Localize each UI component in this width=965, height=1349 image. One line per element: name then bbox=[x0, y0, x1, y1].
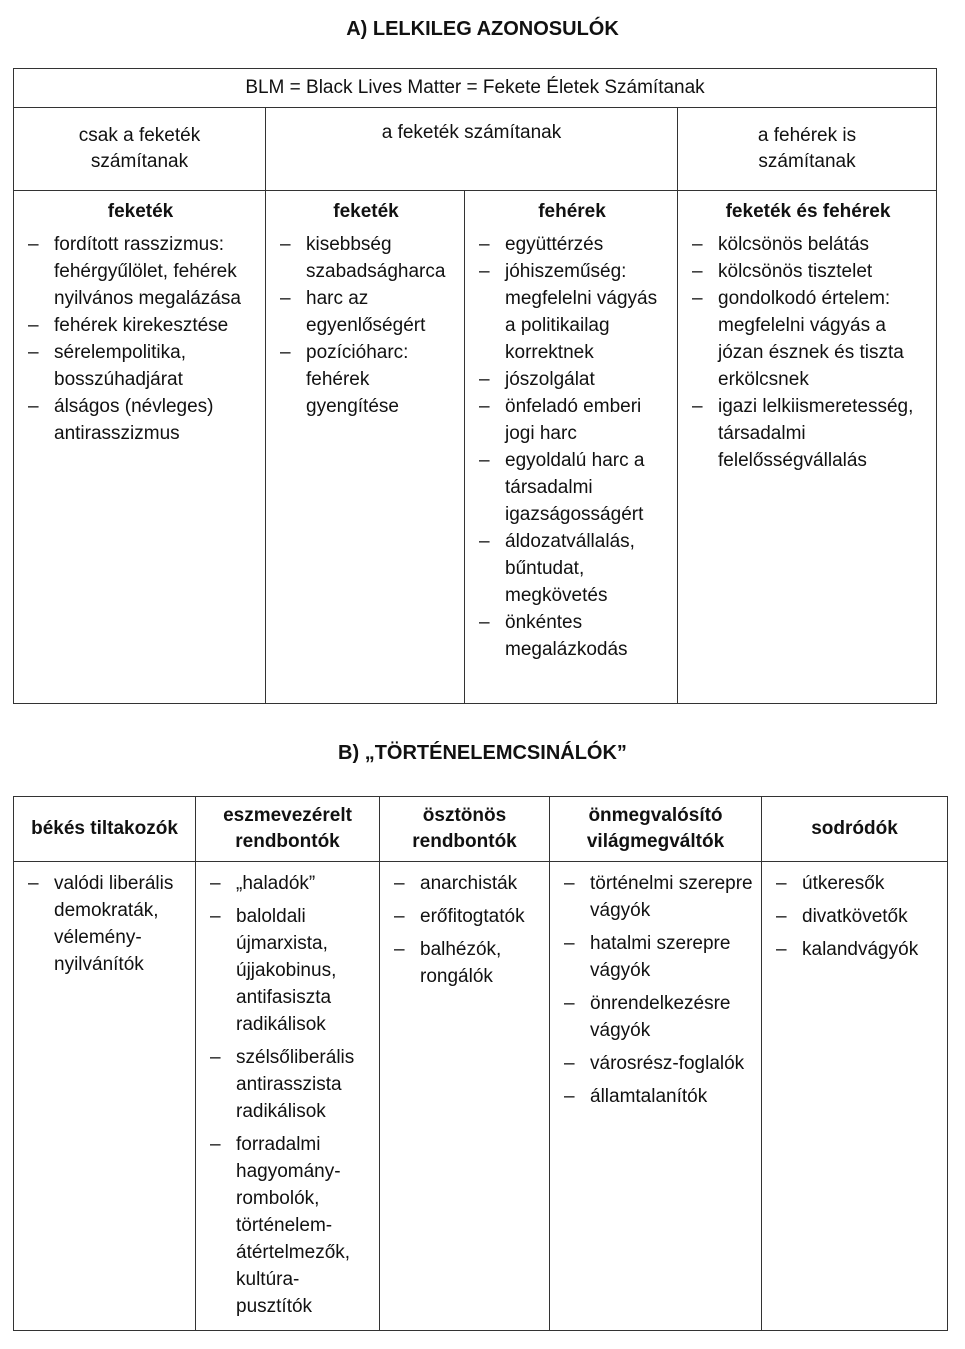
column-heading: fehérek bbox=[538, 201, 606, 222]
column-b-2-heading: ösztönös rendbontók bbox=[380, 797, 550, 862]
column-b-0 bbox=[14, 862, 196, 1331]
column-b-2 bbox=[380, 862, 550, 1331]
item-list bbox=[390, 870, 541, 990]
list-item: ‒ együttérzés bbox=[475, 231, 669, 258]
column-b-1 bbox=[196, 862, 380, 1331]
list-item: ‒ önfeladó emberi jogi harc bbox=[475, 393, 669, 447]
list-item: ‒ önkéntes megalázkodás bbox=[475, 609, 669, 663]
column-a-0 bbox=[14, 191, 266, 704]
list-item: ‒ baloldali újmarxista, újjakobinus, antifasiszta radikálisok bbox=[206, 903, 371, 1038]
item-list bbox=[560, 870, 753, 1110]
list-item: ‒ sérelempolitika, bosszúhadjárat bbox=[24, 339, 257, 393]
list-item: ‒ igazi lelkiismeretesség, társadalmi felelősségvállalás bbox=[688, 393, 928, 474]
item-list bbox=[206, 870, 371, 1320]
item-list bbox=[24, 231, 257, 447]
list-item: ‒ forradalmi hagyomány-rombolók, történelem-átértelmezők, kultúra-pusztítók bbox=[206, 1131, 371, 1320]
list-item: ‒ kisebbség szabadságharca bbox=[276, 231, 456, 285]
list-item: ‒ valódi liberális demokraták, vélemény-nyilvánítók bbox=[24, 870, 187, 978]
list-item: ‒ kölcsönös tisztelet bbox=[688, 258, 928, 285]
column-b-4 bbox=[762, 862, 948, 1331]
list-item: ‒ „haladók” bbox=[206, 870, 371, 897]
column-heading: feketék bbox=[107, 201, 174, 222]
item-list bbox=[772, 870, 939, 963]
column-b-4-heading: sodródók bbox=[762, 797, 948, 862]
list-item: ‒ jószolgálat bbox=[475, 366, 669, 393]
column-a-1 bbox=[266, 191, 465, 704]
list-item: ‒ szélsőliberális antirasszista radikálisok bbox=[206, 1044, 371, 1125]
list-item: ‒ divatkövetők bbox=[772, 903, 939, 930]
list-item: ‒ balhézók, rongálók bbox=[390, 936, 541, 990]
list-item: ‒ fordított rasszizmus: fehérgyűlölet, fehérek nyilvános megalázása bbox=[24, 231, 257, 312]
list-item: ‒ kölcsönös belátás bbox=[688, 231, 928, 258]
group-header-only-black: csak a feketék számítanak bbox=[14, 108, 266, 191]
section-b-title: B) „TÖRTÉNELEMCSINÁLÓK” bbox=[338, 742, 627, 764]
list-item: ‒ jóhiszeműség: megfelelni vágyás a politikailag korrektnek bbox=[475, 258, 669, 366]
list-item: ‒ pozícióharc: fehérek gyengítése bbox=[276, 339, 456, 420]
item-list bbox=[24, 870, 187, 978]
group-header-black-matter: a feketék számítanak bbox=[266, 108, 678, 191]
list-item: ‒ egyoldalú harc a társadalmi igazságosságért bbox=[475, 447, 669, 528]
list-item: ‒ áldozatvállalás, bűntudat, megkövetés bbox=[475, 528, 669, 609]
list-item: ‒ városrész-foglalók bbox=[560, 1050, 753, 1077]
list-item: ‒ történelmi szerepre vágyók bbox=[560, 870, 753, 924]
list-item: ‒ útkeresők bbox=[772, 870, 939, 897]
column-b-1-heading: eszmevezérelt rendbontók bbox=[196, 797, 380, 862]
list-item: ‒ anarchisták bbox=[390, 870, 541, 897]
list-item: ‒ kalandvágyók bbox=[772, 936, 939, 963]
identification-table bbox=[13, 68, 937, 704]
item-list bbox=[475, 231, 669, 663]
item-list bbox=[276, 231, 456, 420]
column-heading: feketék és fehérek bbox=[725, 201, 891, 222]
group-header-white-too: a fehérek is számítanak bbox=[678, 108, 937, 191]
column-b-3 bbox=[550, 862, 762, 1331]
list-item: ‒ erőfitogtatók bbox=[390, 903, 541, 930]
column-b-0-heading: békés tiltakozók bbox=[14, 797, 196, 862]
list-item: ‒ álságos (névleges) antirasszizmus bbox=[24, 393, 257, 447]
list-item: ‒ államtalanítók bbox=[560, 1083, 753, 1110]
history-makers-table bbox=[13, 796, 948, 1331]
list-item: ‒ fehérek kirekesztése bbox=[24, 312, 257, 339]
section-a-title: A) LELKILEG AZONOSULÓK bbox=[346, 18, 619, 40]
list-item: ‒ hatalmi szerepre vágyók bbox=[560, 930, 753, 984]
blm-header-cell: BLM = Black Lives Matter = Fekete Életek Számítanak bbox=[14, 69, 937, 108]
list-item: ‒ gondolkodó értelem: megfelelni vágyás a józan észnek és tiszta erkölcsnek bbox=[688, 285, 928, 393]
item-list bbox=[688, 231, 928, 474]
list-item: ‒ harc az egyenlőségért bbox=[276, 285, 456, 339]
column-a-2 bbox=[465, 191, 678, 704]
column-heading: feketék bbox=[333, 201, 399, 222]
column-a-3 bbox=[678, 191, 937, 704]
column-b-3-heading: önmegvalósító világmegváltók bbox=[550, 797, 762, 862]
list-item: ‒ önrendelkezésre vágyók bbox=[560, 990, 753, 1044]
